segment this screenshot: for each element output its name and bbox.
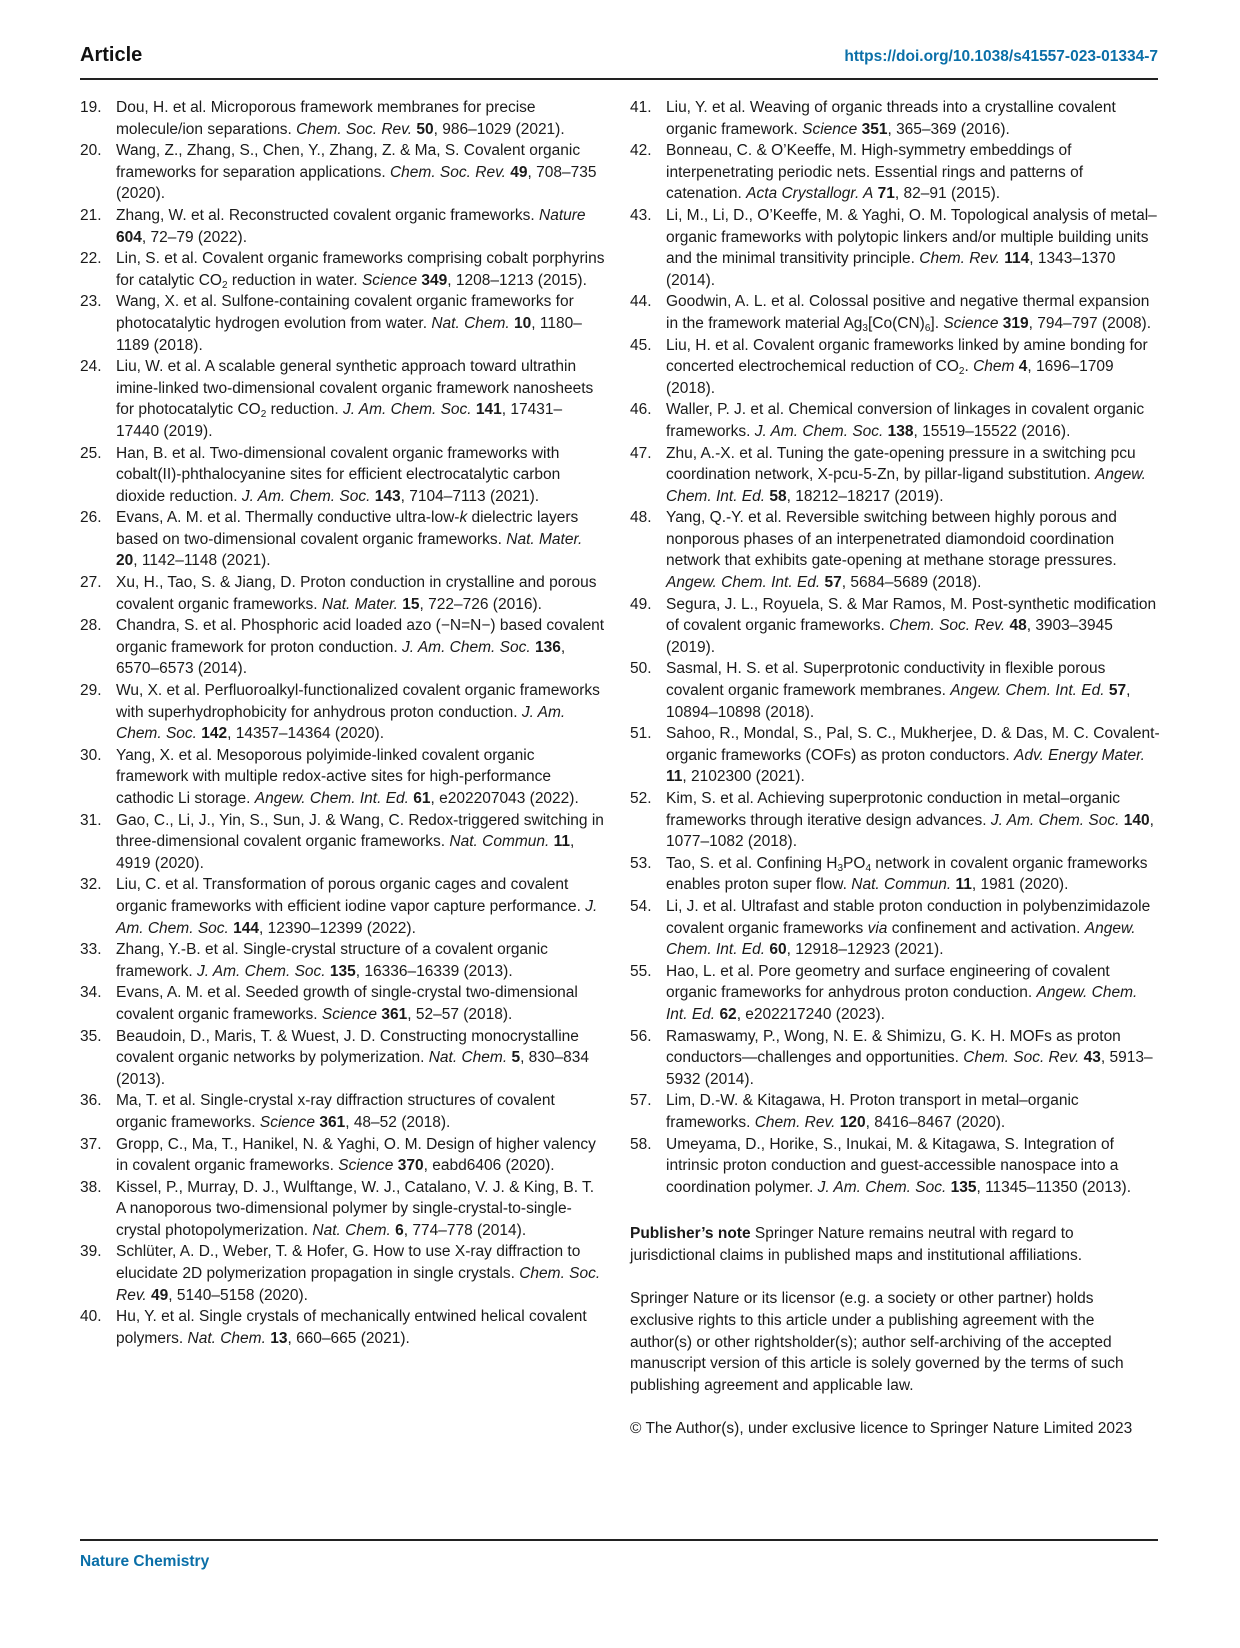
reference-text: Wu, X. et al. Perfluoroalkyl-functionalized covalent organic frameworks with superhydrophobicity for anhydrous proton conduction. J. Am. Chem. Soc. 142, 14357–14364 (2020). (116, 682, 600, 743)
reference-number: 54. (630, 897, 652, 915)
reference-number: 23. (80, 293, 102, 311)
reference-number: 48. (630, 509, 652, 527)
reference-text: Zhang, W. et al. Reconstructed covalent organic frameworks. Nature 604, 72–79 (2022). (116, 206, 586, 246)
reference-item (630, 140, 1160, 205)
reference-item (80, 572, 605, 615)
reference-number: 21. (80, 206, 102, 224)
reference-number: 38. (80, 1178, 102, 1196)
reference-number: 31. (80, 811, 102, 829)
reference-text: Sasmal, H. S. et al. Superprotonic conductivity in flexible porous covalent organic framework membranes. Angew. Chem. Int. Ed. 57, 10894–10898 (2018). (666, 660, 1131, 721)
reference-text: Ramaswamy, P., Wong, N. E. & Shimizu, G. K. H. MOFs as proton conductors—challenges and opportunities. Chem. Soc. Rev. 43, 5913–5932 (2014). (666, 1027, 1153, 1088)
reference-text: Kissel, P., Murray, D. J., Wulftange, W. J., Catalano, V. J. & King, B. T. A nanoporous two-dimensional polymer by single-crystal-to-single-crystal photopolymerization. Nat. Chem. 6, 774–778 (2014). (116, 1178, 595, 1239)
rights-statement: Springer Nature or its licensor (e.g. a society or other partner) holds exclusive rights to this article under a publishing agreement with the author(s) or other rightsholder(s); author self-archiving of the accepted manuscript version of this article is solely governed by the terms of such publishing agreement and applicable law. (630, 1290, 1124, 1394)
reference-item (80, 982, 605, 1025)
reference-text: Evans, A. M. et al. Seeded growth of single-crystal two-dimensional covalent organic frameworks. Science 361, 52–57 (2018). (116, 984, 578, 1023)
reference-text: Sahoo, R., Mondal, S., Pal, S. C., Mukherjee, D. & Das, M. C. Covalent-organic frameworks (COFs) as proton conductors. Adv. Energy Mater. 11, 2102300 (2021). (666, 725, 1160, 786)
reference-text: Umeyama, D., Horike, S., Inukai, M. & Kitagawa, S. Integration of intrinsic proton conduction and guest-accessible nanospace into a coordination polymer. J. Am. Chem. Soc. 135, 11345–11350 (2013). (666, 1135, 1132, 1196)
reference-number: 26. (80, 509, 102, 527)
reference-number: 24. (80, 358, 102, 376)
reference-number: 30. (80, 746, 102, 764)
reference-text: Tao, S. et al. Confining $H_3PO_4$ network in covalent organic frameworks enables proton super flow. Nat. Commun. 11, 1981 (2020). (666, 854, 1148, 894)
reference-item (80, 1026, 605, 1091)
reference-item (630, 788, 1160, 853)
reference-number: 32. (80, 876, 102, 894)
reference-text: Lin, S. et al. Covalent organic frameworks comprising cobalt porphyrins for catalytic $CO_2$ reduction in water. Science 349, 1208–1213 (2015). (116, 250, 605, 291)
reference-number: 40. (80, 1308, 102, 1326)
reference-item (80, 1241, 605, 1306)
header-divider (80, 78, 1158, 80)
reference-number: 27. (80, 574, 102, 592)
reference-text: Wang, Z., Zhang, S., Chen, Y., Zhang, Z. & Ma, S. Covalent organic frameworks for separation applications. Chem. Soc. Rev. 49, 708–735 (2020). (116, 142, 597, 203)
reference-item (630, 291, 1160, 334)
reference-text: Zhang, Y.-B. et al. Single-crystal structure of a covalent organic framework. J. Am. Chem. Soc. 135, 16336–16339 (2013). (116, 941, 548, 980)
reference-item (80, 248, 605, 291)
footer-divider (80, 1539, 1158, 1541)
reference-item (80, 810, 605, 875)
reference-item (80, 97, 605, 140)
reference-text: Schlüter, A. D., Weber, T. & Hofer, G. How to use X-ray diffraction to elucidate 2D polymerization propagation in single crystals. Chem. Soc. Rev. 49, 5140–5158 (2020). (116, 1243, 601, 1304)
reference-item (630, 443, 1160, 508)
reference-item (80, 1134, 605, 1177)
reference-item (630, 961, 1160, 1026)
reference-text: Goodwin, A. L. et al. Colossal positive and negative thermal expansion in the framework material $Ag_3[Co(CN)_6]$. Science 319, 794–797 (2008). (666, 293, 1152, 334)
reference-text: Yang, X. et al. Mesoporous polyimide-linked covalent organic framework with multiple redox-active sites for high-performance cathodic Li storage. Angew. Chem. Int. Ed. 61, e202207043 (2022). (116, 746, 579, 807)
reference-item (630, 205, 1160, 291)
reference-item (630, 335, 1160, 400)
page-header (80, 40, 1158, 76)
reference-number: 35. (80, 1027, 102, 1045)
reference-text: Xu, H., Tao, S. & Jiang, D. Proton conduction in crystalline and porous covalent organic frameworks. Nat. Mater. 15, 722–726 (2016). (116, 574, 597, 613)
reference-item (630, 1134, 1160, 1199)
reference-number: 37. (80, 1135, 102, 1153)
reference-number: 44. (630, 293, 652, 311)
reference-number: 52. (630, 790, 652, 807)
reference-number: 28. (80, 617, 102, 635)
reference-item (80, 745, 605, 810)
reference-item (80, 1090, 605, 1133)
reference-text: Zhu, A.-X. et al. Tuning the gate-opening pressure in a switching pcu coordination network, X-pcu-5-Zn, by pillar-ligand substitution. Angew. Chem. Int. Ed. 58, 18212–18217 (2019). (666, 444, 1146, 505)
publisher-note-label: Publisher’s note (630, 1225, 751, 1243)
reference-number: 58. (630, 1135, 652, 1153)
reference-item (80, 1177, 605, 1242)
reference-item (630, 399, 1160, 442)
reference-item (630, 594, 1160, 659)
journal-name[interactable]: Nature Chemistry (80, 1553, 210, 1570)
reference-text: Liu, Y. et al. Weaving of organic threads into a crystalline covalent organic framework. Science 351, 365–369 (2016). (666, 99, 1116, 138)
reference-number: 29. (80, 682, 102, 700)
reference-item (80, 615, 605, 680)
reference-item (630, 896, 1160, 961)
reference-number: 53. (630, 854, 652, 872)
reference-text: Lim, D.-W. & Kitagawa, H. Proton transport in metal–organic frameworks. Chem. Rev. 120, 8416–8467 (2020). (666, 1092, 1079, 1131)
reference-number: 33. (80, 941, 102, 959)
reference-number: 34. (80, 984, 102, 1002)
reference-item (630, 1026, 1160, 1091)
reference-item (80, 1306, 605, 1349)
reference-number: 47. (630, 444, 652, 462)
reference-text: Li, M., Li, D., O’Keeffe, M. & Yaghi, O. M. Topological analysis of metal–organic frameworks with polytopic linkers and/or multiple building units and the minimal transitivity principle. Chem. Rev. 114, 1343–1370 (2014). (666, 206, 1157, 289)
reference-text: Chandra, S. et al. Phosphoric acid loaded azo (−N=N−) based covalent organic framework for proton conduction. J. Am. Chem. Soc. 136, 6570–6573 (2014). (116, 617, 605, 678)
references-column-right (630, 97, 1160, 1440)
reference-number: 57. (630, 1092, 652, 1110)
reference-item (630, 1090, 1160, 1133)
reference-item (80, 874, 605, 939)
reference-item (80, 680, 605, 745)
reference-number: 19. (80, 99, 102, 116)
reference-text: Beaudoin, D., Maris, T. & Wuest, J. D. Constructing monocrystalline covalent organic networks by polymerization. Nat. Chem. 5, 830–834 (2013). (116, 1027, 590, 1088)
reference-item (80, 443, 605, 508)
references-column-left (80, 97, 605, 1349)
reference-item (80, 140, 605, 205)
reference-number: 51. (630, 725, 652, 743)
reference-text: Segura, J. L., Royuela, S. & Mar Ramos, M. Post-synthetic modification of covalent organic frameworks. Chem. Soc. Rev. 48, 3903–3945 (2019). (666, 595, 1157, 656)
reference-text: Liu, W. et al. A scalable general synthetic approach toward ultrathin imine-linked two-dimensional covalent organic framework nanosheets for photocatalytic $CO_2$ reduction. J. Am. Chem. Soc. 141, 17431–17440 (2019). (116, 358, 594, 440)
reference-number: 56. (630, 1027, 652, 1045)
publisher-note-text: Springer Nature remains neutral with regard to jurisdictional claims in published maps and institutional affiliations. (630, 1225, 1083, 1264)
reference-item (630, 97, 1160, 140)
reference-item (630, 507, 1160, 593)
reference-number: 43. (630, 206, 652, 224)
reference-text: Han, B. et al. Two-dimensional covalent organic frameworks with cobalt(II)-phthalocyanine sites for efficient electrocatalytic carbon dioxide reduction. J. Am. Chem. Soc. 143, 7104–7113 (2021). (116, 444, 561, 505)
reference-item (80, 291, 605, 356)
reference-number: 45. (630, 336, 652, 354)
reference-number: 46. (630, 401, 652, 419)
reference-number: 42. (630, 142, 652, 160)
article-type-label: Article (80, 44, 143, 66)
reference-text: Wang, X. et al. Sulfone-containing covalent organic frameworks for photocatalytic hydrogen evolution from water. Nat. Chem. 10, 1180–1189 (2018). (116, 293, 582, 354)
reference-text: Li, J. et al. Ultrafast and stable proton conduction in polybenzimidazole covalent organic frameworks via confinement and activation. Angew. Chem. Int. Ed. 60, 12918–12923 (2021). (666, 897, 1151, 959)
reference-item (80, 205, 605, 248)
reference-number: 25. (80, 444, 102, 462)
reference-number: 49. (630, 595, 652, 613)
reference-number: 39. (80, 1243, 102, 1261)
reference-text: Liu, H. et al. Covalent organic frameworks linked by amine bonding for concerted electrochemical reduction of $CO_2$. Chem 4, 1696–1709 (2018). (666, 336, 1148, 397)
reference-text: Gropp, C., Ma, T., Hanikel, N. & Yaghi, O. M. Design of higher valency in covalent organic frameworks. Science 370, eabd6406 (2020). (116, 1135, 596, 1175)
publisher-note (630, 1223, 1160, 1266)
reference-text: Evans, A. M. et al. Thermally conductive ultra-low-k dielectric layers based on two-dimensional covalent organic frameworks. Nat. Mater. 20, 1142–1148 (2021). (116, 509, 583, 570)
reference-item (80, 356, 605, 442)
reference-text: Dou, H. et al. Microporous framework membranes for precise molecule/ion separations. Chem. Soc. Rev. 50, 986–1029 (2021). (116, 99, 565, 138)
reference-number: 36. (80, 1092, 102, 1110)
reference-text: Gao, C., Li, J., Yin, S., Sun, J. & Wang, C. Redox-triggered switching in three-dimensional covalent organic frameworks. Nat. Commun. 11, 4919 (2020). (116, 811, 604, 872)
reference-item (80, 507, 605, 572)
reference-number: 55. (630, 962, 652, 980)
reference-number: 20. (80, 142, 102, 160)
copyright-statement: © The Author(s), under exclusive licence to Springer Nature Limited 2023 (630, 1420, 1133, 1438)
reference-text: Yang, Q.-Y. et al. Reversible switching between highly porous and nonporous phases of an interpenetrated diamondoid coordination network that exhibits gate-opening at methane storage pressures. Angew. Chem. Int. Ed. 57, 5684–5689 (2018). (666, 509, 1117, 592)
reference-number: 50. (630, 660, 652, 678)
reference-item (630, 853, 1160, 896)
reference-text: Waller, P. J. et al. Chemical conversion of linkages in covalent organic frameworks. J. Am. Chem. Soc. 138, 15519–15522 (2016). (666, 401, 1145, 440)
reference-number: 41. (630, 99, 652, 116)
reference-item (630, 723, 1160, 788)
reference-text: Hu, Y. et al. Single crystals of mechanically entwined helical covalent polymers. Nat. Chem. 13, 660–665 (2021). (116, 1308, 587, 1347)
reference-text: Bonneau, C. & O’Keeffe, M. High-symmetry embeddings of interpenetrating periodic nets. Essential rings and patterns of catenation. Acta Crystallogr. A 71, 82–91 (2015). (666, 142, 1084, 203)
reference-text: Ma, T. et al. Single-crystal x-ray diffraction structures of covalent organic frameworks. Science 361, 48–52 (2018). (116, 1092, 555, 1131)
reference-item (80, 939, 605, 982)
reference-text: Kim, S. et al. Achieving superprotonic conduction in metal–organic frameworks through iterative design advances. J. Am. Chem. Soc. 140, 1077–1082 (2018). (666, 790, 1154, 851)
reference-text: Liu, C. et al. Transformation of porous organic cages and covalent organic frameworks with efficient iodine vapor capture performance. J. Am. Chem. Soc. 144, 12390–12399 (2022). (116, 876, 598, 937)
references-list-right (630, 97, 1160, 1198)
reference-number: 22. (80, 250, 102, 268)
doi-link[interactable]: https://doi.org/10.1038/s41557-023-01334-7 (844, 48, 1158, 65)
reference-text: Hao, L. et al. Pore geometry and surface engineering of covalent organic frameworks for anhydrous proton conduction. Angew. Chem. Int. Ed. 62, e202217240 (2023). (666, 962, 1138, 1023)
reference-item (630, 658, 1160, 723)
